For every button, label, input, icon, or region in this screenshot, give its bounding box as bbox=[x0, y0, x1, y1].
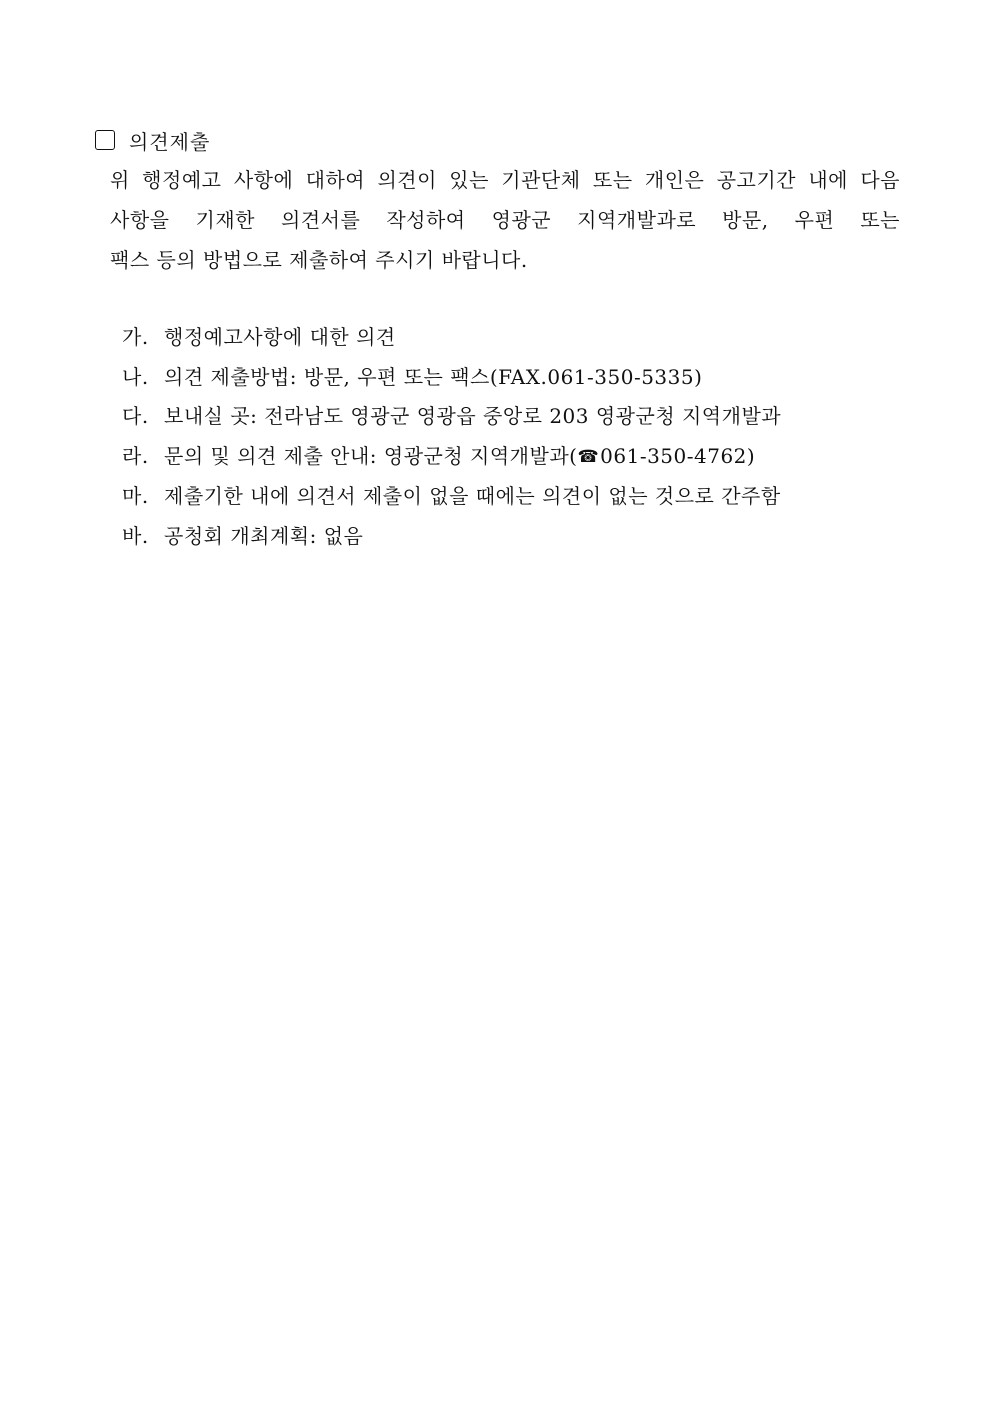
list-item bbox=[122, 477, 902, 517]
item-text-before: 문의 및 의견 제출 안내: 영광군청 지역개발과( bbox=[164, 443, 578, 468]
item-marker: 나. bbox=[122, 364, 149, 389]
item-marker: 마. bbox=[122, 484, 149, 509]
intro-line: 팩스 등의 방법으로 제출하여 주시기 바랍니다. bbox=[110, 248, 528, 272]
item-text: 행정예고사항에 대한 의견 bbox=[164, 325, 396, 349]
intro-paragraph bbox=[110, 160, 900, 280]
checkbox-icon bbox=[95, 130, 115, 150]
item-text-contact bbox=[164, 437, 755, 478]
list-item bbox=[122, 517, 902, 557]
list-item bbox=[122, 358, 902, 398]
list-item bbox=[122, 437, 902, 478]
item-text: 제출기한 내에 의견서 제출이 없을 때에는 의견이 없는 것으로 간주함 bbox=[164, 484, 781, 509]
item-text: 공청회 개최계획: 없음 bbox=[164, 523, 364, 548]
item-text: 보내실 곳: 전라남도 영광군 영광읍 중앙로 203 영광군청 지역개발과 bbox=[164, 404, 782, 429]
item-marker: 다. bbox=[122, 404, 149, 429]
section-title: 의견제출 bbox=[129, 129, 211, 154]
item-list bbox=[122, 318, 902, 557]
list-item bbox=[122, 397, 902, 437]
item-text-after: 061-350-4762) bbox=[600, 443, 756, 468]
item-marker: 가. bbox=[122, 325, 149, 349]
telephone-icon: ☎ bbox=[577, 446, 600, 467]
section-heading bbox=[95, 126, 210, 154]
item-marker: 바. bbox=[122, 523, 149, 548]
list-item bbox=[122, 318, 902, 358]
intro-line: 사항을 기재한 의견서를 작성하여 영광군 지역개발과로 방문, 우편 또는 bbox=[110, 208, 900, 232]
item-marker: 라. bbox=[122, 443, 149, 468]
intro-line: 위 행정예고 사항에 대하여 의견이 있는 기관단체 또는 개인은 공고기간 내에 다음 bbox=[110, 168, 900, 192]
item-text: 의견 제출방법: 방문, 우편 또는 팩스(FAX.061-350-5335) bbox=[164, 364, 703, 389]
